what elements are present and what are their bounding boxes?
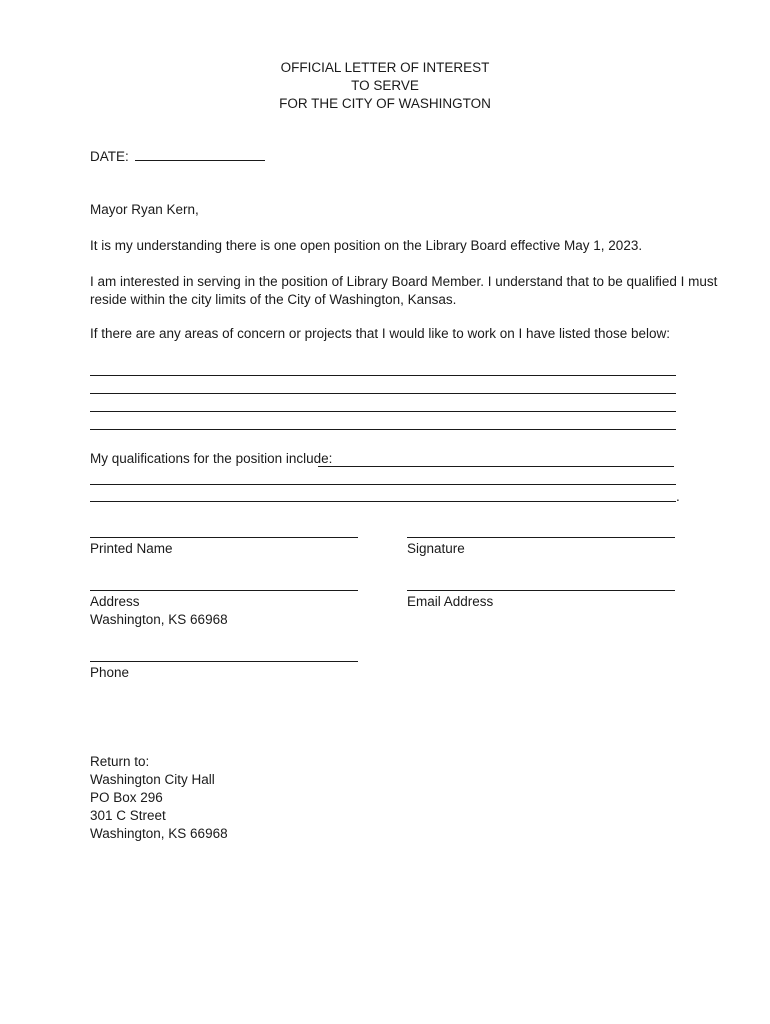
- return-line: PO Box 296: [90, 790, 163, 805]
- address-line[interactable]: [90, 590, 358, 591]
- qualifications-end-mark: .: [676, 489, 680, 504]
- paragraph-open-position: It is my understanding there is one open position on the Library Board effective May 1, 2023.: [90, 238, 643, 253]
- title-line-2: TO SERVE: [351, 78, 419, 93]
- date-label: DATE:: [90, 149, 129, 164]
- return-address: [90, 753, 228, 843]
- concerns-line-4[interactable]: [90, 429, 676, 430]
- address-label: Address: [90, 594, 140, 609]
- phone-line[interactable]: [90, 661, 358, 662]
- signature-line[interactable]: [407, 537, 675, 538]
- qualifications-label: My qualifications for the position include:: [90, 451, 333, 466]
- printed-name-line[interactable]: [90, 537, 358, 538]
- printed-name-label: Printed Name: [90, 541, 173, 556]
- return-line: 301 C Street: [90, 808, 166, 823]
- qualifications-line-1[interactable]: [90, 484, 676, 485]
- qualifications-line-0[interactable]: [318, 466, 674, 467]
- concerns-line-2[interactable]: [90, 393, 676, 394]
- return-line: Washington, KS 66968: [90, 826, 228, 841]
- paragraph-line: reside within the city limits of the City of Washington, Kansas.: [90, 292, 457, 307]
- email-line[interactable]: [407, 590, 675, 591]
- paragraph-concerns-prompt: If there are any areas of concern or projects that I would like to work on I have listed those below:: [90, 326, 671, 341]
- address-city: Washington, KS 66968: [90, 612, 228, 627]
- document-title: [0, 59, 770, 113]
- salutation: Mayor Ryan Kern,: [90, 202, 199, 217]
- date-blank[interactable]: [135, 148, 265, 161]
- concerns-line-1[interactable]: [90, 375, 676, 376]
- signature-label: Signature: [407, 541, 465, 556]
- paragraph-qualification-requirement: [90, 273, 717, 309]
- return-line: Washington City Hall: [90, 772, 215, 787]
- paragraph-line: I am interested in serving in the position of Library Board Member. I understand that to be qualified I must: [90, 274, 718, 289]
- date-row: [90, 148, 265, 164]
- phone-label: Phone: [90, 665, 130, 680]
- qualifications-line-2[interactable]: [90, 501, 676, 502]
- concerns-line-3[interactable]: [90, 411, 676, 412]
- title-line-3: FOR THE CITY OF WASHINGTON: [279, 96, 491, 111]
- email-label: Email Address: [407, 594, 494, 609]
- title-line-1: OFFICIAL LETTER OF INTEREST: [280, 60, 490, 75]
- return-heading: Return to:: [90, 754, 150, 769]
